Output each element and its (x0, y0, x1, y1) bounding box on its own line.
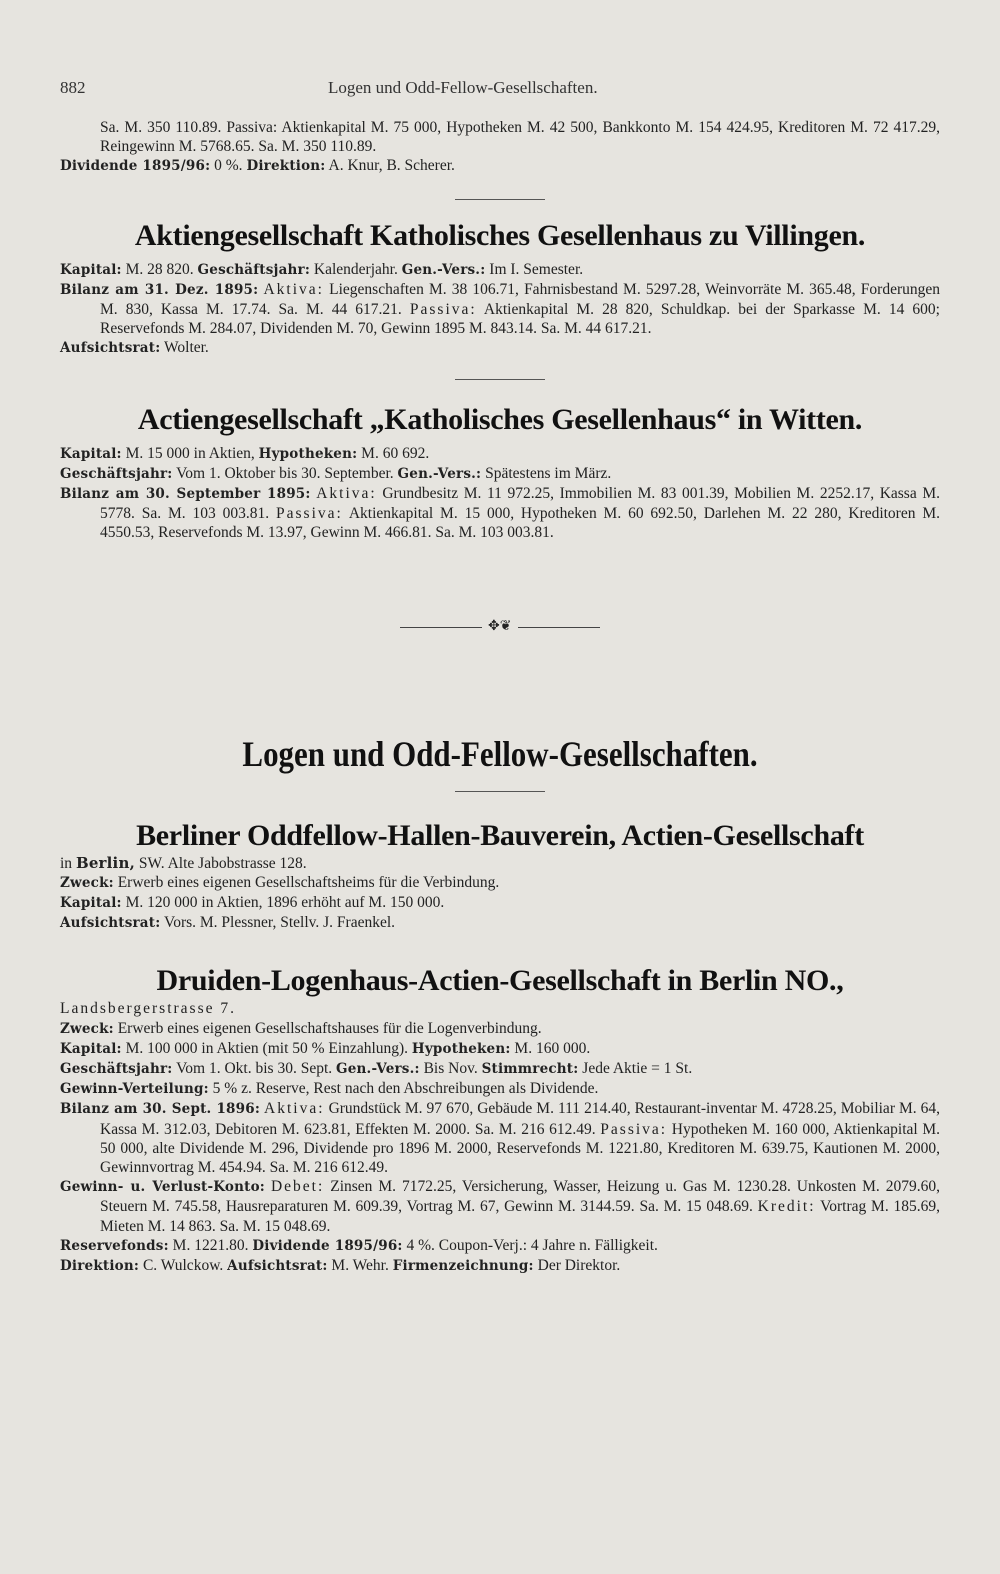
capital-line (60, 260, 940, 280)
fiscal-year-value: Kalenderjahr. (313, 260, 398, 278)
entry-continuation (60, 118, 940, 177)
fiscal-year-value: Vom 1. Oktober bis 30. September. (176, 464, 394, 482)
ornament-glyph: ✥❦ (488, 618, 512, 634)
reserve-fund-value: M. 1221.80. (172, 1236, 249, 1254)
balance-continuation (60, 118, 940, 156)
balance-label: Bilanz am 30. September 1895: (60, 486, 311, 503)
entry-title: Actiengesellschaft „Katholisches Gesellenhaus“ in Witten. (137, 402, 863, 436)
balance-label: Bilanz am 31. Dez. 1895: (60, 281, 259, 298)
profit-distribution-label: Gewinn-Verteilung: (60, 1081, 209, 1098)
assets-label: Aktiva: (264, 1100, 325, 1118)
general-meeting-value: Im I. Semester. (489, 260, 584, 278)
capital-label: Kapital: (60, 1040, 122, 1057)
assets-text: Grundbesitz M. 11 972.25, Immobilien M. 83 001.39, Mobilien M. 2252.17, Kassa M. 5778. Sa. M. 103 003.81. (100, 485, 940, 523)
capital-line (60, 444, 940, 464)
ornament-line (400, 627, 482, 628)
board-value: M. Wehr. (331, 1257, 389, 1275)
purpose-value: Erwerb eines eigenen Gesellschaftshauses für die Logenverbindung. (117, 1019, 542, 1037)
board-label: Aufsichtsrat: (227, 1258, 328, 1275)
assets-text: Grundstück M. 97 670, Gebäude M. 111 214.40, Restaurant-inventar M. 4728.25, Mobiliar M. 64, Kassa M. 312.03, Debitoren M. 623.81, Effekten M. 2000. Sa. M. 216 612.49. (100, 1100, 941, 1138)
assets-label: Aktiva: (316, 485, 377, 503)
signature-value: Der Direktor. (537, 1257, 621, 1275)
entry-villingen (60, 218, 940, 359)
board-value: Vors. M. Plessner, Stellv. J. Fraenkel. (164, 914, 396, 932)
address-line (60, 854, 940, 873)
board-label: Aufsichtsrat: (60, 915, 161, 932)
capital-label: Kapital: (60, 445, 122, 462)
assets-text: Liegenschaften M. 38 106.71, Fahrnisbestand M. 5297.28, Weinvorräte M. 365.48, Forderungen M. 830, Kassa M. 17.74. Sa. M. 44 617.21. (100, 280, 941, 319)
capital-value: M. 15 000 in Aktien, (125, 444, 255, 462)
section-title: Logen und Odd-Fellow-Gesellschaften. (242, 733, 758, 774)
purpose-value: Erwerb eines eigenen Gesellschaftsheims für die Verbindung. (117, 873, 500, 891)
profit-distribution-line (60, 1079, 940, 1099)
fiscal-year-label: Geschäftsjahr: (197, 261, 311, 278)
entry-druiden-logenhaus (60, 963, 940, 1276)
direction-value: C. Wulckow. (142, 1257, 224, 1275)
credit-label: Kredit: (757, 1198, 816, 1216)
reserve-dividend-line (60, 1236, 940, 1256)
profit-distribution-value: 5 % z. Reserve, Rest nach den Abschreibungen als Dividende. (212, 1080, 599, 1098)
entry-title: Aktiengesellschaft Katholisches Gesellenhaus zu Villingen. (134, 218, 866, 252)
fiscal-year-label: Geschäftsjahr: (60, 1061, 173, 1078)
running-head: Logen und Odd-Fellow-Gesellschaften. (328, 78, 598, 97)
page-header (60, 78, 938, 102)
capital-line (60, 1039, 940, 1059)
purpose-label: Zweck: (60, 874, 114, 891)
reserve-fund-label: Reservefonds: (60, 1237, 169, 1254)
page-number: 882 (60, 78, 86, 97)
page-content (60, 118, 940, 1276)
address-prefix: in (60, 854, 73, 872)
dividend-line (60, 156, 940, 176)
board-line (60, 338, 940, 358)
mortgages-label: Hypotheken: (411, 1040, 511, 1057)
purpose-line (60, 1019, 940, 1039)
liabilities-text: Aktienkapital M. 28 820, Schuldkap. bei der Sparkasse M. 14 600; Reservefonds M. 284.07, Dividenden M. 70, Gewinn 1895 M. 843.14. Sa. M. 44 617.21. (100, 301, 940, 338)
assets-label: Aktiva: (263, 280, 324, 298)
address-line: Landsbergerstrasse 7. (60, 1000, 237, 1018)
ornament-line (518, 627, 600, 628)
liabilities-text: Hypotheken M. 160 000, Aktienkapital M. 50 000, alte Dividende M. 296, Dividende pro 1896 M. 2000, Reservefonds M. 1221.80, Kreditoren M. 639.75, Kautionen M. 2000, Gewinnvortrag M. 454.94. Sa. M. 216 612.49. (100, 1120, 941, 1177)
dividend-label: Dividende 1895/96: (252, 1237, 403, 1254)
general-meeting-label: Gen.-Vers.: (397, 465, 482, 482)
capital-value: M. 120 000 in Aktien, 1896 erhöht auf M. 150 000. (125, 894, 445, 912)
board-value: Wolter. (164, 339, 209, 357)
dividend-value: 4 %. Coupon-Verj.: 4 Jahre n. Fälligkeit. (406, 1236, 658, 1254)
entry-title: Druiden-Logenhaus-Actien-Gesellschaft in Berlin NO., (156, 964, 844, 998)
direction-label: Direktion: (60, 1258, 140, 1275)
fiscal-year-value: Vom 1. Okt. bis 30. Sept. (176, 1060, 333, 1078)
ornament-divider (400, 618, 600, 634)
liabilities-label: Passiva: (409, 301, 477, 319)
mortgages-value: M. 160 000. (514, 1039, 591, 1057)
general-meeting-value: Bis Nov. (423, 1060, 478, 1078)
credit-text: Vortrag M. 185.69, Mieten M. 14 863. Sa. M. 15 048.69. (100, 1198, 940, 1235)
voting-right-label: Stimmrecht: (481, 1061, 579, 1078)
signature-label: Firmenzeichnung: (392, 1258, 534, 1275)
debit-text: Zinsen M. 7172.25, Versicherung, Wasser, Heizung u. Gas M. 1230.28. Unkosten M. 2079.60, Steuern M. 745.58, Hausreparaturen M. 609.39, Vortrag M. 67, Gewinn M. 3144.59. Sa. M. 15 048.69. (100, 1178, 941, 1216)
purpose-line (60, 873, 940, 893)
city-name: Berlin, (75, 853, 135, 872)
balance-line (60, 484, 940, 543)
profit-loss-label: Gewinn- u. Verlust-Konto: (60, 1179, 265, 1196)
direction-line (60, 1256, 940, 1276)
balance-text: Sa. M. 350 110.89. Passiva: Aktienkapital M. 75 000, Hypotheken M. 42 500, Bankkonto M. 154 424.95, Kreditoren M. 72 417.29, Reingewinn M. 5768.65. Sa. M. 350 110.89. (100, 119, 940, 156)
entry-witten (60, 402, 940, 543)
dividend-value: 0 %. (214, 157, 243, 175)
fiscal-year-line (60, 464, 940, 484)
liabilities-text: Aktienkapital M. 15 000, Hypotheken M. 60 692.50, Darlehen M. 22 280, Kreditoren M. 4550.53, Reservefonds M. 13.97, Gewinn M. 466.81. Sa. M. 103 003.81. (100, 505, 940, 542)
capital-label: Kapital: (60, 261, 122, 278)
general-meeting-value: Spätestens im März. (485, 464, 612, 482)
liabilities-label: Passiva: (276, 505, 343, 523)
capital-value: M. 28 820. (125, 260, 194, 278)
board-line (60, 913, 940, 933)
capital-value: M. 100 000 in Aktien (mit 50 % Einzahlung). (125, 1039, 409, 1057)
profit-loss-line (60, 1177, 940, 1236)
fiscal-year-label: Geschäftsjahr: (60, 465, 173, 482)
debit-label: Debet: (270, 1178, 325, 1196)
direction-value: A. Knur, B. Scherer. (328, 157, 455, 175)
direction-label: Direktion: (246, 158, 326, 175)
capital-label: Kapital: (60, 895, 122, 912)
balance-label: Bilanz am 30. Sept. 1896: (60, 1101, 261, 1118)
board-label: Aufsichtsrat: (60, 340, 161, 357)
mortgages-value: M. 60 692. (361, 444, 430, 462)
liabilities-label: Passiva: (600, 1120, 668, 1138)
entry-title: Berliner Oddfellow-Hallen-Bauverein, Actien-Gesellschaft (136, 818, 864, 852)
general-meeting-label: Gen.-Vers.: (336, 1061, 420, 1078)
fiscal-year-line (60, 1059, 940, 1079)
general-meeting-label: Gen.-Vers.: (401, 261, 486, 278)
balance-line (60, 280, 940, 339)
dividend-label: Dividende 1895/96: (60, 158, 211, 175)
street-address: SW. Alte Jabobstrasse 128. (138, 854, 307, 872)
voting-right-value: Jede Aktie = 1 St. (582, 1060, 693, 1078)
balance-line (60, 1099, 940, 1177)
entry-berliner-oddfellow (60, 818, 940, 934)
purpose-label: Zweck: (60, 1020, 114, 1037)
mortgages-label: Hypotheken: (258, 445, 358, 462)
capital-line (60, 893, 940, 913)
